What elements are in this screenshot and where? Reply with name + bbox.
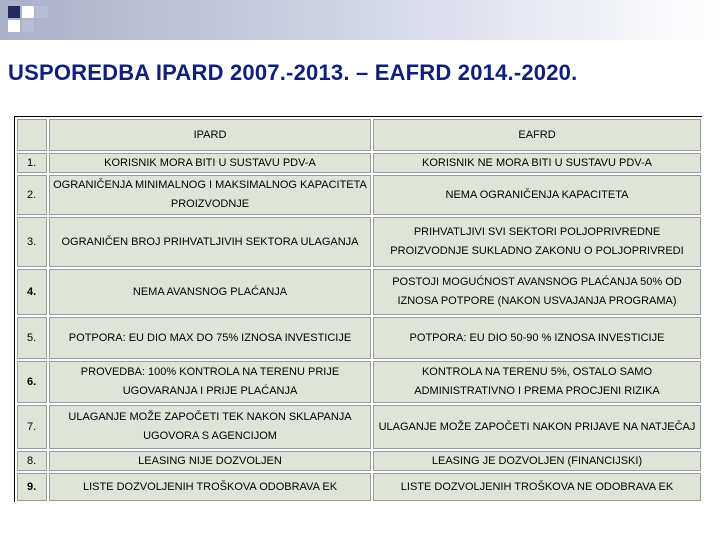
ipard-cell: POTPORA: EU DIO MAX DO 75% IZNOSA INVESTICIJE [48, 316, 372, 360]
row-number: 2. [16, 174, 48, 216]
table-row [16, 216, 702, 268]
ipard-cell: KORISNIK MORA BITI U SUSTAVU PDV-A [48, 152, 372, 174]
header-cell-eafrd: EAFRD [372, 118, 702, 152]
table-row [16, 360, 702, 404]
row-number: 5. [16, 316, 48, 360]
ipard-cell: ULAGANJE MOŽE ZAPOČETI TEK NAKON SKLAPANJA UGOVORA S AGENCIJOM [48, 404, 372, 450]
ipard-cell: LISTE DOZVOLJENIH TROŠKOVA ODOBRAVA EK [48, 472, 372, 502]
decorative-square [8, 6, 20, 18]
table-header-row [16, 118, 702, 152]
table-row [16, 152, 702, 174]
eafrd-cell: LEASING JE DOZVOLJEN (FINANCIJSKI) [372, 450, 702, 472]
table-row [16, 316, 702, 360]
ipard-cell: LEASING NIJE DOZVOLJEN [48, 450, 372, 472]
row-number: 8. [16, 450, 48, 472]
eafrd-cell: KONTROLA NA TERENU 5%, OSTALO SAMO ADMINISTRATIVNO I PREMA PROCJENI RIZIKA [372, 360, 702, 404]
eafrd-cell: POSTOJI MOGUĆNOST AVANSNOG PLAĆANJA 50% OD IZNOSA POTPORE (NAKON USVAJANJA PROGRAMA) [372, 268, 702, 316]
table-row [16, 174, 702, 216]
decorative-square [22, 6, 34, 18]
ipard-cell: NEMA AVANSNOG PLAĆANJA [48, 268, 372, 316]
row-number: 6. [16, 360, 48, 404]
eafrd-cell: PRIHVATLJIVI SVI SEKTORI POLJOPRIVREDNE PROIZVODNJE SUKLADNO ZAKONU O POLJOPRIVREDI [372, 216, 702, 268]
header-cell-number [16, 118, 48, 152]
decorative-square [22, 20, 34, 32]
eafrd-cell: POTPORA: EU DIO 50-90 % IZNOSA INVESTICIJE [372, 316, 702, 360]
title-decoration-band [0, 0, 720, 40]
header-cell-ipard: IPARD [48, 118, 372, 152]
row-number: 9. [16, 472, 48, 502]
ipard-cell: OGRANIČENJA MINIMALNOG I MAKSIMALNOG KAPACITETA PROIZVODNJE [48, 174, 372, 216]
comparison-table [15, 117, 703, 503]
table-row [16, 472, 702, 502]
decorative-square [8, 20, 20, 32]
decorative-square [36, 6, 48, 18]
table-row [16, 450, 702, 472]
ipard-cell: PROVEDBA: 100% KONTROLA NA TERENU PRIJE UGOVARANJA I PRIJE PLAĆANJA [48, 360, 372, 404]
eafrd-cell: NEMA OGRANIČENJA KAPACITETA [372, 174, 702, 216]
ipard-cell: OGRANIČEN BROJ PRIHVATLJIVIH SEKTORA ULAGANJA [48, 216, 372, 268]
slide-title: USPOREDBA IPARD 2007.-2013. – EAFRD 2014.-2020. [8, 60, 578, 85]
eafrd-cell: ULAGANJE MOŽE ZAPOČETI NAKON PRIJAVE NA NATJEČAJ [372, 404, 702, 450]
row-number: 7. [16, 404, 48, 450]
eafrd-cell: LISTE DOZVOLJENIH TROŠKOVA NE ODOBRAVA EK [372, 472, 702, 502]
row-number: 3. [16, 216, 48, 268]
comparison-table-frame [14, 116, 702, 502]
row-number: 4. [16, 268, 48, 316]
row-number: 1. [16, 152, 48, 174]
table-row [16, 404, 702, 450]
table-row [16, 268, 702, 316]
eafrd-cell: KORISNIK NE MORA BITI U SUSTAVU PDV-A [372, 152, 702, 174]
